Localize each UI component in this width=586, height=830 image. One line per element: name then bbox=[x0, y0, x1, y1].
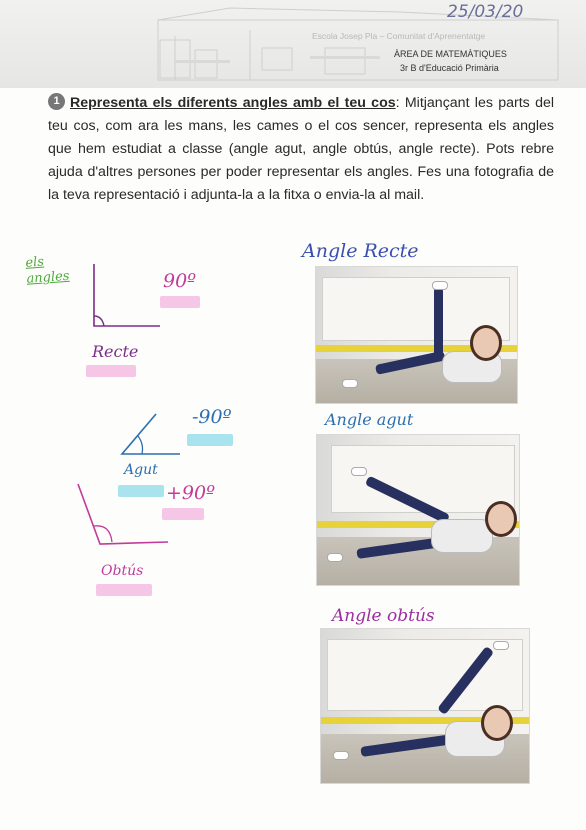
photo-caption-agut: Angle agut bbox=[325, 410, 414, 429]
els-angles-text: els angles bbox=[24, 254, 70, 287]
exercise-title: Representa els diferents angles amb el teu cos bbox=[70, 95, 396, 111]
photo-caption-recte: Angle Recte bbox=[302, 240, 419, 262]
course-label: 3r B d'Educació Primària bbox=[400, 63, 499, 73]
exercise-number-badge: 1 bbox=[48, 93, 65, 110]
photo-acute-angle bbox=[316, 434, 520, 586]
agut-label: Agut bbox=[124, 462, 158, 478]
acute-angle-drawing bbox=[118, 412, 188, 460]
pink-highlight bbox=[86, 365, 136, 377]
photo-right-angle bbox=[315, 266, 518, 404]
recte-degrees: 90º bbox=[163, 270, 197, 292]
photo-caption-obtus: Angle obtús bbox=[332, 606, 435, 626]
blue-highlight bbox=[187, 434, 233, 446]
exercise-instructions bbox=[48, 92, 554, 207]
school-name: Escola Josep Pla – Comunitat d'Aprenentatge bbox=[312, 31, 486, 41]
obtus-degrees: +90º bbox=[166, 482, 216, 504]
photo-obtuse-angle bbox=[320, 628, 530, 784]
pink-highlight bbox=[162, 508, 204, 520]
pink-highlight bbox=[96, 584, 152, 596]
obtuse-angle-drawing bbox=[74, 482, 174, 552]
exercise-body: : Mitjançant les parts del teu cos, com ara les mans, les cames o el cos sencer, representa els angles que hem estudiat a classe (angle agut, angle obtús, angle recte). Pots rebre ajuda d'altres persones per poder representar els angles. Fes una fotografia de la teva representació i adjunta-la a la fitxa o envia-la al mail. bbox=[48, 95, 554, 203]
obtus-label: Obtús bbox=[101, 563, 144, 579]
pink-highlight bbox=[160, 296, 200, 308]
agut-degrees: -90º bbox=[192, 406, 232, 428]
right-angle-drawing bbox=[88, 262, 168, 334]
handwritten-date: 25/03/20 bbox=[447, 2, 524, 22]
els-angles-note bbox=[25, 252, 79, 288]
recte-label: Recte bbox=[92, 342, 139, 361]
area-title: ÀREA DE MATEMÀTIQUES bbox=[394, 49, 507, 59]
